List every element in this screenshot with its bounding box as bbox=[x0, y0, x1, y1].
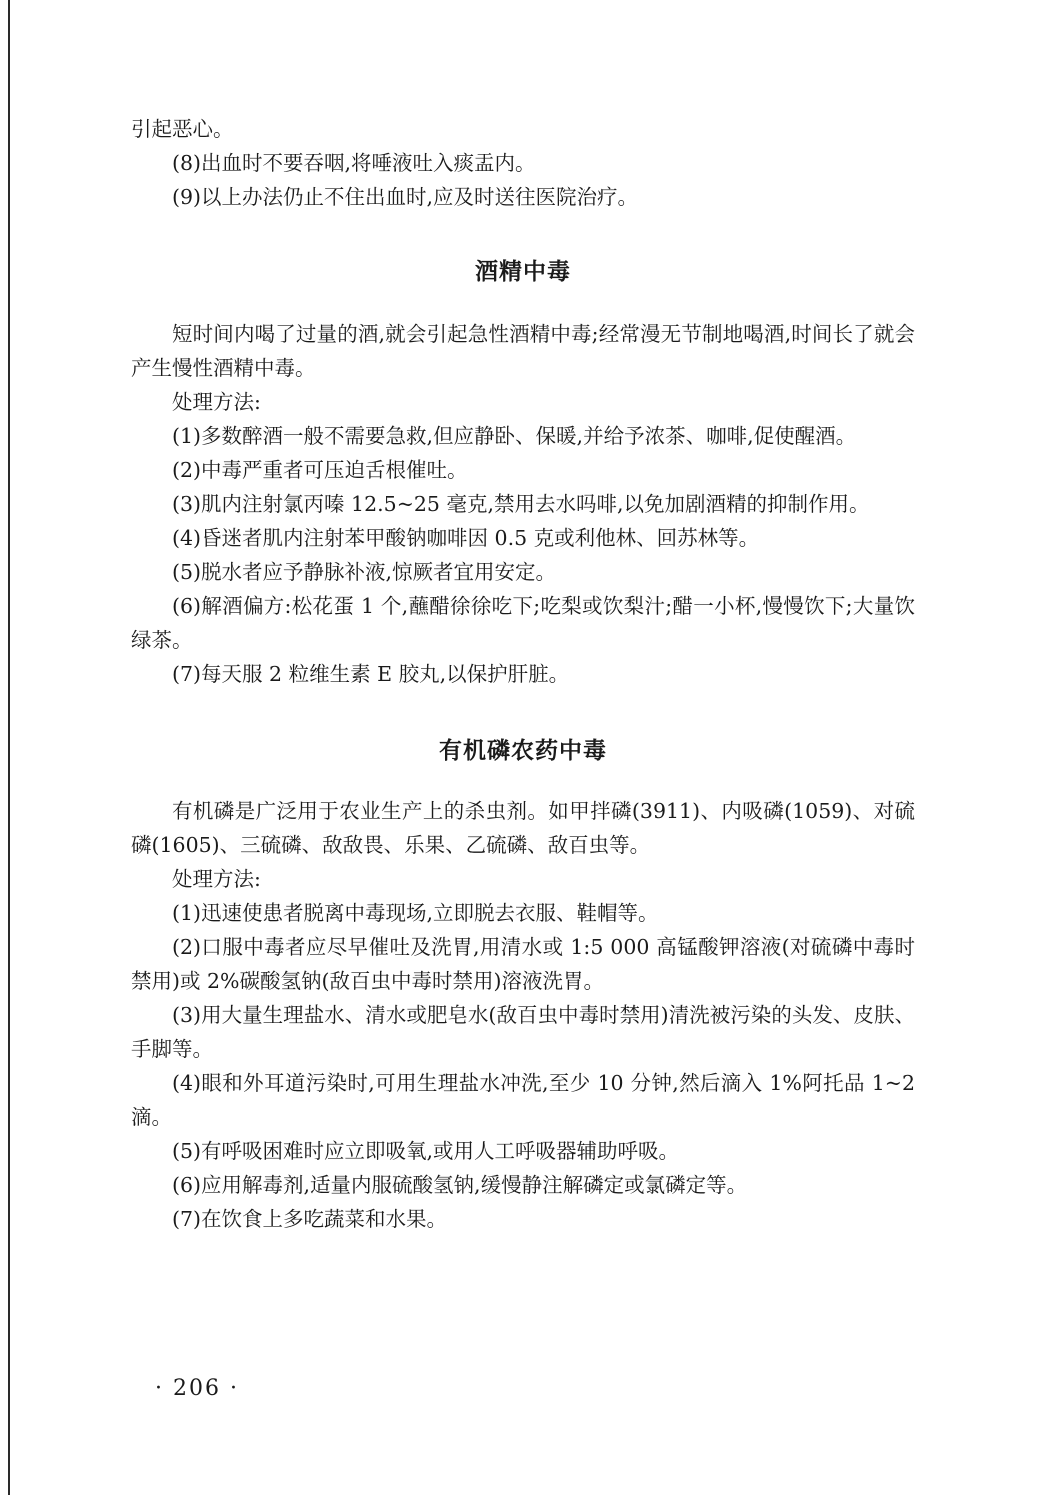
section-heading-alcohol-poisoning: 酒精中毒 bbox=[475, 259, 571, 285]
list-item: (5)有呼吸困难时应立即吸氧,或用人工呼吸器辅助呼吸。 bbox=[172, 1139, 680, 1163]
list-item: (6)解酒偏方:松花蛋 1 个,蘸醋徐徐吃下;吃梨或饮梨汁;醋一小杯,慢慢饮下;大量饮绿茶。 bbox=[131, 594, 915, 652]
list-item: (3)用大量生理盐水、清水或肥皂水(敌百虫中毒时禁用)清洗被污染的头发、皮肤、手脚等。 bbox=[131, 1003, 915, 1061]
method-label: 处理方法: bbox=[172, 390, 261, 414]
list-item: (2)口服中毒者应尽早催吐及洗胃,用清水或 1:5 000 高锰酸钾溶液(对硫磷中毒时禁用)或 2%碳酸氢钠(敌百虫中毒时禁用)溶液洗胃。 bbox=[131, 935, 915, 993]
section-heading-organophosphate-poisoning: 有机磷农药中毒 bbox=[439, 738, 607, 764]
list-item: (8)出血时不要吞咽,将唾液吐入痰盂内。 bbox=[172, 151, 536, 175]
list-item: (3)肌内注射氯丙嗪 12.5~25 毫克,禁用去水吗啡,以免加剧酒精的抑制作用。 bbox=[172, 492, 870, 516]
continued-text: 引起恶心。 bbox=[131, 117, 234, 141]
page-number: · 206 · bbox=[155, 1376, 239, 1401]
list-item: (5)脱水者应予静脉补液,惊厥者宜用安定。 bbox=[172, 560, 557, 584]
list-item: (1)多数醉酒一般不需要急救,但应静卧、保暖,并给予浓茶、咖啡,促使醒酒。 bbox=[172, 424, 857, 448]
section-intro: 有机磷是广泛用于农业生产上的杀虫剂。如甲拌磷(3911)、内吸磷(1059)、对硫磷(1605)、三硫磷、敌敌畏、乐果、乙硫磷、敌百虫等。 bbox=[131, 799, 915, 857]
page-body bbox=[131, 112, 915, 1236]
list-item: (9)以上办法仍止不住出血时,应及时送往医院治疗。 bbox=[172, 185, 639, 209]
list-item: (6)应用解毒剂,适量内服硫酸氢钠,缓慢静注解磷定或氯磷定等。 bbox=[172, 1173, 748, 1197]
list-item: (2)中毒严重者可压迫舌根催吐。 bbox=[172, 458, 468, 482]
list-item: (4)眼和外耳道污染时,可用生理盐水冲洗,至少 10 分钟,然后滴入 1%阿托品 1~2 滴。 bbox=[131, 1071, 915, 1129]
list-item: (1)迅速使患者脱离中毒现场,立即脱去衣服、鞋帽等。 bbox=[172, 901, 659, 925]
section-intro: 短时间内喝了过量的酒,就会引起急性酒精中毒;经常漫无节制地喝酒,时间长了就会产生慢性酒精中毒。 bbox=[131, 322, 915, 380]
list-item: (7)每天服 2 粒维生素 E 胶丸,以保护肝脏。 bbox=[172, 662, 570, 686]
list-item: (7)在饮食上多吃蔬菜和水果。 bbox=[172, 1207, 448, 1231]
method-label: 处理方法: bbox=[172, 867, 261, 891]
list-item: (4)昏迷者肌内注射苯甲酸钠咖啡因 0.5 克或利他林、回苏林等。 bbox=[172, 526, 760, 550]
page-edge-line bbox=[8, 0, 10, 1495]
